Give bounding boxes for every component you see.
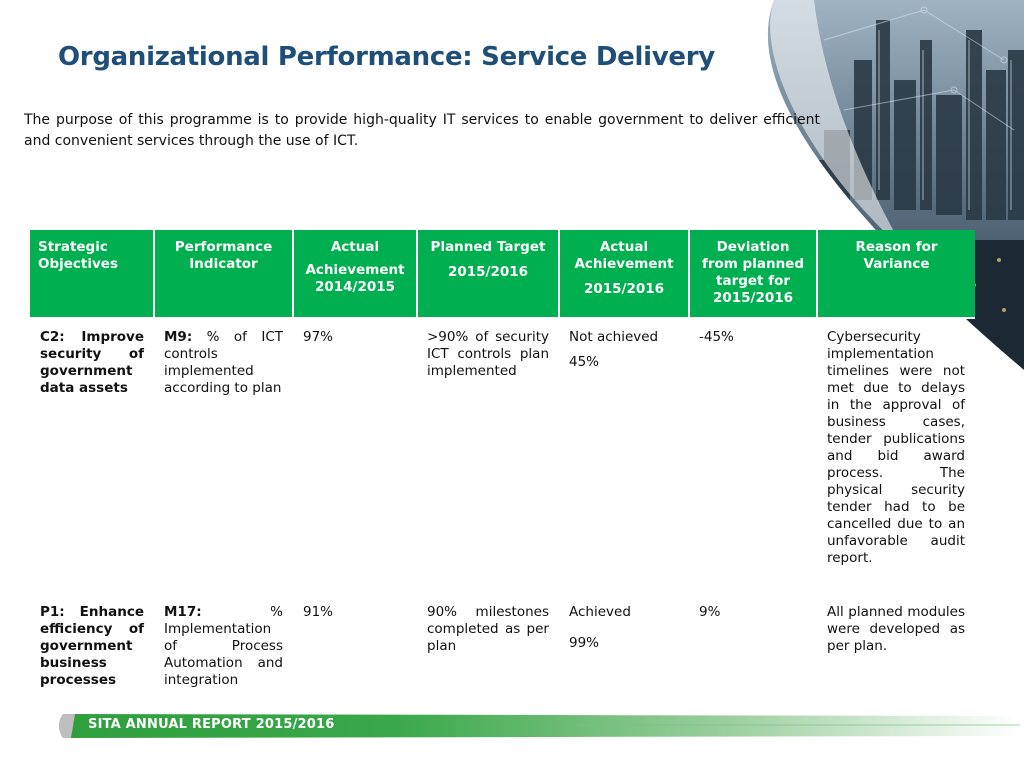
header-actual-achievement-prev — [293, 230, 417, 318]
cell-objective: C2: Improve security of government data assets — [40, 329, 144, 396]
cell-actual-achievement — [559, 594, 689, 697]
header-reason-for-variance: Reason for Variance — [817, 230, 975, 318]
cell-actual-prev: 97% — [303, 329, 334, 345]
cell-actual-achievement — [559, 318, 689, 594]
indicator-code: M17: — [164, 604, 202, 620]
header-actual-label: Actual — [330, 239, 380, 255]
cell-reason: All planned modules were developed as per plan. — [827, 604, 965, 654]
cell-planned-target: >90% of security ICT controls plan implemented — [427, 329, 549, 379]
actual-status: Achieved — [569, 604, 631, 620]
header-planned-target-year: 2015/2016 — [447, 264, 529, 280]
performance-table — [30, 230, 975, 697]
header-planned-target-label: Planned Target — [430, 239, 546, 255]
actual-value: 45% — [569, 354, 600, 370]
cell-deviation: 9% — [699, 604, 721, 620]
header-actual-achievement — [559, 230, 689, 318]
cell-actual-prev: 91% — [303, 604, 334, 620]
header-deviation: Deviation from planned target for 2015/2016 — [689, 230, 817, 318]
cell-objective: P1: Enhance efficiency of government business processes — [40, 604, 144, 688]
cell-reason: Cybersecurity implementation timelines were not met due to delays in the approval of business cases, tender publications and bid award process. The physical security tender had to be cancelled due to an unfavorable audit report. — [827, 329, 965, 566]
indicator-text: % of ICT controls implemented according to plan — [164, 329, 283, 396]
header-actual-achievement-year: 2015/2016 — [583, 281, 665, 297]
actual-status: Not achieved — [569, 329, 659, 345]
indicator-code: M9: — [164, 329, 193, 345]
header-strategic-objectives: Strategic Objectives — [30, 230, 154, 318]
header-achievement-year-label: Achievement 2014/2015 — [305, 262, 405, 295]
table-row — [30, 594, 975, 697]
footer-report-label: SITA ANNUAL REPORT 2015/2016 — [88, 717, 335, 732]
intro-paragraph: The purpose of this programme is to provide high-quality IT services to enable government to deliver efficient and convenient services through the use of ICT. — [24, 112, 820, 149]
cell-indicator — [154, 594, 293, 697]
actual-value: 99% — [569, 635, 600, 651]
header-planned-target — [417, 230, 559, 318]
table-header-row — [30, 230, 975, 318]
cell-deviation: -45% — [699, 329, 734, 345]
header-actual-achievement-label: Actual Achievement — [574, 239, 674, 272]
header-performance-indicator: Performance Indicator — [154, 230, 293, 318]
cell-planned-target: 90% milestones completed as per plan — [427, 604, 549, 654]
indicator-text: % Implementation of Process Automation and integration — [164, 604, 283, 688]
page-title: Organizational Performance: Service Delivery — [58, 42, 715, 72]
table-row — [30, 318, 975, 594]
cell-indicator — [154, 318, 293, 594]
